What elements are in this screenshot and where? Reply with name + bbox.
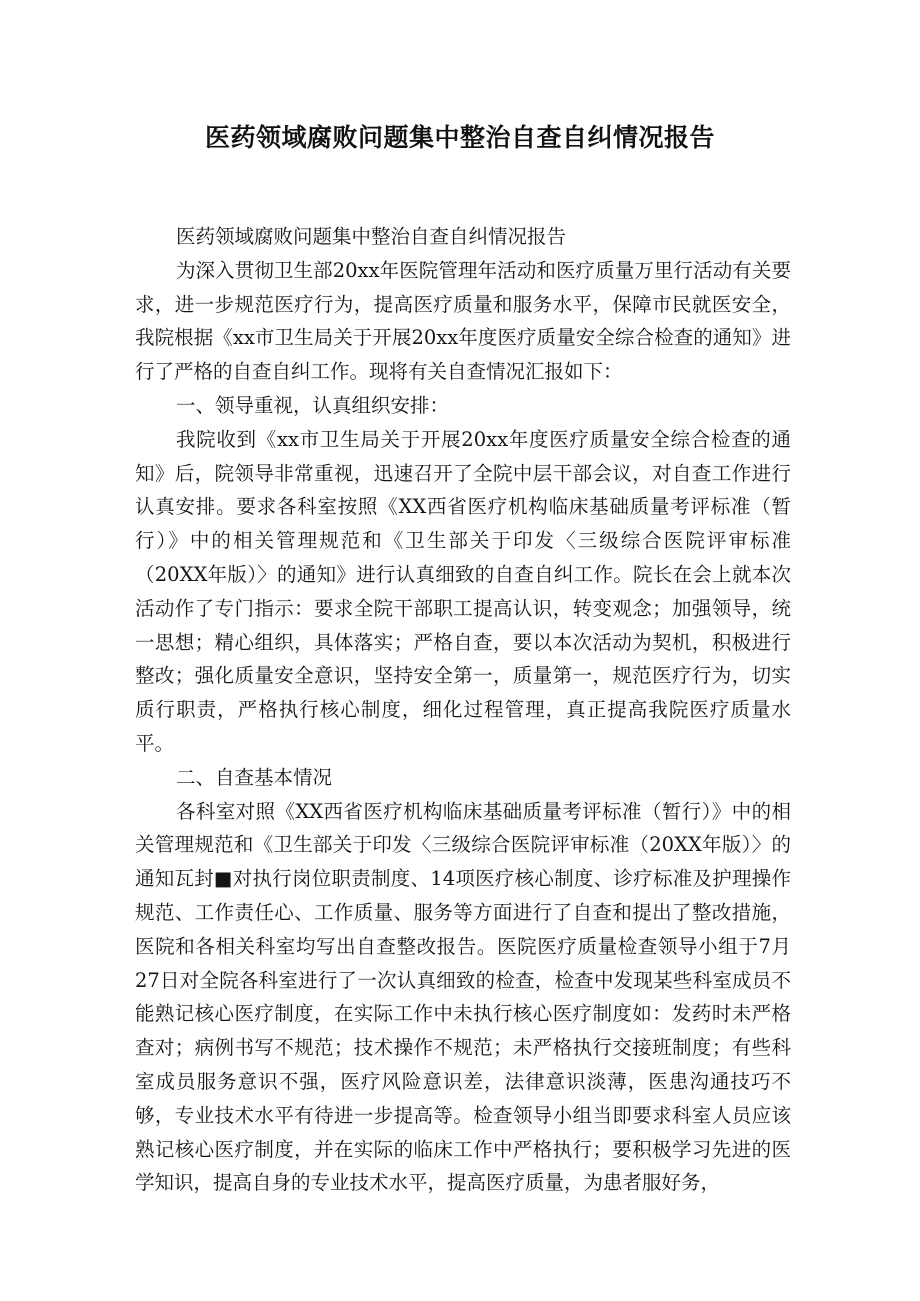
body-heading-line: 医药领域腐败问题集中整治自查自纠情况报告 bbox=[175, 225, 566, 248]
section-heading-2: 二、自查基本情况 bbox=[175, 765, 332, 789]
section-heading-1: 一、领导重视，认真组织安排： bbox=[175, 393, 449, 417]
document-body bbox=[135, 220, 791, 1200]
intro-paragraph: 为深入贯彻卫生部20xx年医院管理年活动和医疗质量万里行活动有关要求，进一步规范医疗行为，提高医疗质量和服务水平，保障市民就医安全，我院根据《xx市卫生局关于开展20xx年度医疗质量安全综合检查的通知》进行了严格的自查自纠工作。现将有关自查情况汇报如下： bbox=[135, 258, 791, 384]
document-title: 医药领域腐败问题集中整治自查自纠情况报告 bbox=[204, 123, 715, 152]
section-1-paragraph: 我院收到《xx市卫生局关于开展20xx年度医疗质量安全综合检查的通知》后，院领导非常重视，迅速召开了全院中层干部会议，对自查工作进行认真安排。要求各科室按照《XX西省医疗机构临床基础质量考评标准（暂行）》中的相关管理规范和《卫生部关于印发〈三级综合医院评审标准（20XX年版）〉的通知》进行认真细致的自查自纠工作。院长在会上就本次活动作了专门指示：要求全院干部职工提高认识，转变观念；加强领导，统一思想；精心组织，具体落实；严格自查，要以本次活动为契机，积极进行整改；强化质量安全意识，坚持安全第一，质量第一，规范医疗行为，切实质行职责，严格执行核心制度，细化过程管理，真正提高我院医疗质量水平。 bbox=[135, 427, 791, 755]
section-2-paragraph: 各科室对照《XX西省医疗机构临床基础质量考评标准（暂行）》中的相关管理规范和《卫生部关于印发〈三级综合医院评审标准（20XX年版）〉的通知瓦封■对执行岗位职责制度、14项医疗核心制度、诊疗标准及护理操作规范、工作责任心、工作质量、服务等方面进行了自查和提出了整改措施，医院和各相关科室均写出自查整改报告。医院医疗质量检查领导小组于7月27日对全院各科室进行了一次认真细致的检查，检查中发现某些科室成员不能熟记核心医疗制度，在实际工作中未执行核心医疗制度如：发药时未严格查对；病例书写不规范；技术操作不规范；未严格执行交接班制度；有些科室成员服务意识不强，医疗风险意识差，法律意识淡薄，医患沟通技巧不够，专业技术水平有待进一步提高等。检查领导小组当即要求科室人员应该熟记核心医疗制度，并在实际的临床工作中严格执行；要积极学习先进的医学知识，提高自身的专业技术水平，提高医疗质量，为患者服好务， bbox=[135, 799, 791, 1195]
